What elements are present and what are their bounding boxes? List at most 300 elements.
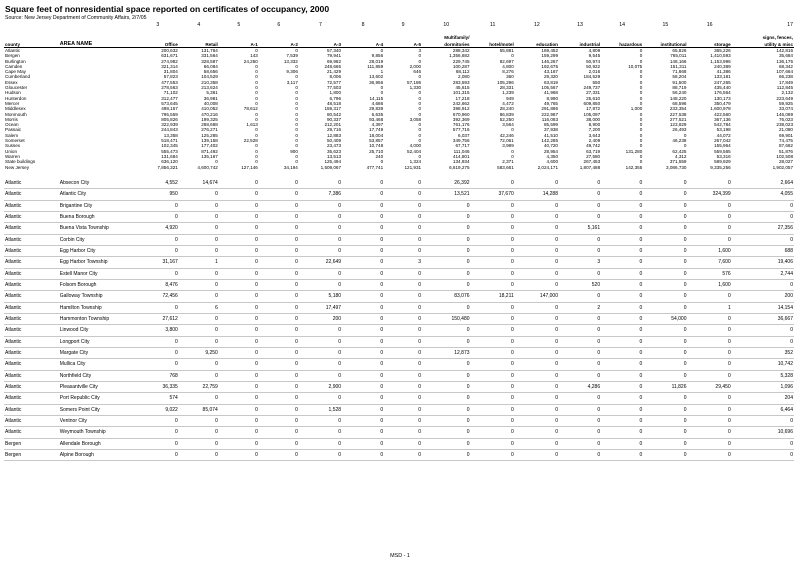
value-cell: 0: [299, 200, 342, 211]
value-cell: 0: [601, 382, 643, 393]
table-row: [4, 200, 794, 211]
value-cell: 0: [601, 325, 643, 336]
value-cell: 53,198: [716, 127, 731, 133]
value-cell: 123,829: [669, 122, 687, 128]
value-cell: 0: [471, 416, 515, 427]
value-cell: 111,859: [367, 63, 384, 69]
value-cell: 212,201: [324, 122, 342, 128]
value-cell: 134,934: [452, 159, 470, 165]
value-cell: 0: [422, 393, 470, 404]
value-cell: 0: [643, 291, 687, 302]
value-cell: 0: [380, 159, 384, 165]
value-cell: 0: [418, 122, 422, 128]
column-number: 15: [662, 22, 669, 29]
column-number: 12: [533, 22, 540, 29]
area-name-cell: Ventnor City: [59, 416, 137, 427]
value-cell: 29,716: [326, 127, 342, 133]
value-cell: 24,250: [243, 58, 258, 64]
value-cell: 322,939: [161, 122, 178, 128]
value-cell: 0: [643, 427, 687, 438]
value-cell: 0: [643, 268, 687, 279]
value-cell: 398,912: [452, 106, 470, 112]
value-cell: 0: [384, 382, 422, 393]
value-cell: 131,280: [625, 148, 643, 154]
value-cell: 0: [559, 178, 601, 189]
value-cell: 0: [342, 404, 384, 415]
value-cell: 0: [179, 223, 219, 234]
value-cell: 0: [515, 268, 559, 279]
value-cell: 0: [384, 223, 422, 234]
value-cell: 0: [601, 450, 643, 461]
value-cell: 66,238: [778, 74, 793, 80]
value-cell: 0: [515, 347, 559, 358]
value-cell: 0: [643, 370, 687, 381]
value-cell: 268,688: [201, 122, 218, 128]
value-cell: 0: [259, 382, 299, 393]
value-cell: 0: [179, 200, 219, 211]
value-cell: 74,475: [778, 138, 793, 144]
value-cell: 0: [342, 178, 384, 189]
value-cell: 131,684: [161, 153, 178, 159]
value-cell: 0: [255, 153, 258, 159]
value-cell: 41,510: [543, 132, 558, 138]
header-hazardous: hazardous: [601, 40, 643, 48]
value-cell: 48,518: [326, 100, 342, 106]
value-cell: 555,473: [161, 148, 178, 154]
value-cell: 4,286: [559, 382, 601, 393]
value-cell: 0: [515, 336, 559, 347]
value-cell: 0: [219, 325, 259, 336]
value-cell: 5,180: [299, 291, 342, 302]
value-cell: 14,115: [369, 95, 384, 101]
value-cell: 213,624: [201, 85, 218, 91]
value-cell: 0: [179, 416, 219, 427]
value-cell: 28,027: [778, 159, 793, 165]
column-number: 3: [156, 22, 160, 29]
value-cell: 0: [219, 189, 259, 200]
value-cell: 0: [471, 359, 515, 370]
value-cell: 0: [471, 178, 515, 189]
value-cell: 0: [137, 359, 179, 370]
value-cell: 49,765: [543, 100, 558, 106]
value-cell: 0: [255, 143, 258, 149]
value-cell: 0: [137, 427, 179, 438]
value-cell: 0: [732, 325, 794, 336]
county-cell: Atlantic: [4, 200, 59, 211]
value-cell: 0: [732, 211, 794, 222]
value-cell: 3,564: [502, 122, 514, 128]
value-cell: 142,285: [541, 138, 558, 144]
value-cell: 0: [687, 416, 731, 427]
value-cell: 0: [559, 427, 601, 438]
value-cell: 4,000: [409, 143, 422, 149]
value-cell: 29,839: [369, 106, 384, 112]
value-cell: 4,686: [371, 100, 384, 106]
value-cell: 17,849: [778, 79, 793, 85]
value-cell: 229,745: [452, 58, 470, 64]
value-cell: 574: [137, 393, 179, 404]
value-cell: 35,623: [326, 148, 342, 154]
county-cell: Monmouth: [5, 111, 27, 117]
value-cell: 1,509,067: [320, 164, 342, 170]
value-cell: 0: [259, 336, 299, 347]
value-cell: 0: [639, 132, 643, 138]
value-cell: 204: [732, 393, 794, 404]
value-cell: 0: [384, 404, 422, 415]
value-cell: 28,019: [369, 58, 384, 64]
value-cell: 0: [219, 313, 259, 324]
value-cell: 71,102: [163, 90, 178, 96]
value-cell: 0: [384, 313, 422, 324]
value-cell: 3: [559, 257, 601, 268]
table-row: [4, 359, 794, 370]
value-cell: 950: [137, 189, 179, 200]
value-cell: 0: [384, 359, 422, 370]
value-cell: 50,922: [586, 63, 601, 69]
value-cell: 0: [643, 438, 687, 449]
value-cell: 0: [255, 95, 258, 101]
area-name-cell: Hammonton Township: [59, 313, 137, 324]
value-cell: 133,181: [714, 74, 731, 80]
value-cell: 0: [219, 178, 259, 189]
county-cell: Atlantic: [4, 189, 59, 200]
value-cell: 0: [255, 132, 258, 138]
header-industrial: industrial: [559, 40, 601, 48]
value-cell: 0: [515, 325, 559, 336]
value-cell: 4,920: [137, 223, 179, 234]
value-cell: 8,276: [502, 69, 514, 75]
value-cell: 93,468: [369, 116, 384, 122]
value-cell: 176,564: [714, 90, 731, 96]
value-cell: 0: [137, 200, 179, 211]
value-cell: 1,600: [687, 279, 731, 290]
value-cell: 0: [643, 279, 687, 290]
value-cell: 1,153,996: [710, 58, 731, 64]
value-cell: 0: [255, 127, 258, 133]
value-cell: 27,612: [137, 313, 179, 324]
value-cell: 0: [299, 370, 342, 381]
value-cell: 0: [471, 211, 515, 222]
value-cell: 0: [259, 438, 299, 449]
county-cell: Sussex: [5, 143, 21, 149]
page-footer: MSD - 1: [390, 553, 410, 559]
value-cell: 0: [179, 279, 219, 290]
value-cell: 360: [506, 74, 514, 80]
header-storage: storage: [687, 40, 731, 48]
county-cell: Passaic: [5, 127, 22, 133]
county-cell: Atlantic: [4, 427, 59, 438]
value-cell: 0: [342, 200, 384, 211]
value-cell: 1: [179, 257, 219, 268]
value-cell: 10,742: [732, 359, 794, 370]
county-cell: Atlantic: [4, 382, 59, 393]
value-cell: 0: [299, 336, 342, 347]
value-cell: 0: [559, 211, 601, 222]
value-cell: 19,406: [732, 257, 794, 268]
value-cell: 85,599: [543, 122, 558, 128]
table-row: [4, 382, 794, 393]
header-a5: A-5: [384, 40, 422, 48]
value-cell: 0: [601, 189, 643, 200]
value-cell: 542,784: [714, 122, 731, 128]
value-cell: 53,316: [716, 153, 731, 159]
value-cell: 151,311: [670, 63, 687, 69]
value-cell: 0: [219, 393, 259, 404]
value-cell: 0: [219, 223, 259, 234]
area-name-cell: Port Republic City: [59, 393, 137, 404]
value-cell: 136,175: [776, 58, 793, 64]
value-cell: 0: [179, 211, 219, 222]
value-cell: 0: [295, 138, 298, 144]
value-cell: 121,931: [404, 164, 422, 170]
value-cell: 0: [255, 100, 258, 106]
county-cell: Warren: [5, 153, 20, 159]
county-cell: Burlington: [5, 58, 26, 64]
value-cell: 33,074: [778, 106, 793, 112]
value-cell: 0: [601, 347, 643, 358]
value-cell: 12,873: [422, 347, 470, 358]
value-cell: 0: [295, 111, 298, 117]
value-cell: 0: [683, 143, 687, 149]
value-cell: 148,166: [669, 58, 687, 64]
column-number: 11: [489, 22, 496, 29]
header-a4: A-4: [342, 40, 384, 48]
value-cell: 52,250: [499, 116, 514, 122]
value-cell: 0: [380, 48, 384, 53]
value-cell: 0: [295, 153, 298, 159]
value-cell: 2,080: [458, 74, 470, 80]
header-multifamily-line1: Multifamily/: [444, 34, 470, 40]
value-cell: 0: [384, 393, 422, 404]
value-cell: 0: [515, 302, 559, 313]
value-cell: 240,389: [714, 63, 731, 69]
value-cell: 0: [515, 200, 559, 211]
county-cell: Cape May: [5, 69, 26, 75]
value-cell: 0: [687, 438, 731, 449]
value-cell: 0: [639, 90, 643, 96]
value-cell: 0: [179, 313, 219, 324]
value-cell: 192,675: [541, 63, 558, 69]
value-cell: 146,267: [541, 58, 558, 64]
header-county: county: [4, 40, 59, 48]
county-cell: New Jersey: [5, 164, 29, 170]
value-cell: 0: [179, 370, 219, 381]
value-cell: 22,759: [179, 382, 219, 393]
county-cell: Mercer: [5, 100, 20, 106]
value-cell: 4,350: [546, 153, 558, 159]
value-cell: 0: [422, 404, 470, 415]
area-name-cell: Corbin City: [59, 234, 137, 245]
value-cell: 0: [418, 95, 422, 101]
value-cell: 768: [137, 370, 179, 381]
value-cell: 0: [259, 178, 299, 189]
value-cell: 0: [384, 302, 422, 313]
value-cell: 26,493: [672, 127, 687, 133]
value-cell: 0: [384, 438, 422, 449]
value-cell: 1,600: [687, 245, 731, 256]
value-cell: 7,539: [286, 53, 298, 59]
value-cell: 0: [511, 127, 514, 133]
value-cell: 13,358: [163, 132, 178, 138]
county-cell: Bergen: [4, 450, 59, 461]
value-cell: 31,804: [163, 69, 178, 75]
value-cell: 0: [342, 450, 384, 461]
value-cell: 10,075: [628, 63, 643, 69]
county-cell: Ocean: [5, 122, 19, 128]
section-spacer: [4, 170, 794, 178]
value-cell: 670,960: [452, 111, 470, 117]
value-cell: 142,355: [625, 164, 643, 170]
value-cell: 9,306: [286, 69, 298, 75]
value-cell: 0: [418, 100, 422, 106]
source-note: Source: New Jersey Department of Community Affairs, 2/7/05: [5, 14, 147, 21]
value-cell: 1,000: [630, 106, 643, 112]
value-cell: 0: [219, 347, 259, 358]
value-cell: 0: [601, 291, 643, 302]
value-cell: 2,016: [588, 69, 601, 75]
value-cell: 12,883: [326, 132, 342, 138]
value-cell: 0: [643, 359, 687, 370]
value-cell: 49,742: [586, 143, 601, 149]
area-name-cell: Buena Vista Township: [59, 223, 137, 234]
value-cell: 0: [418, 74, 422, 80]
value-cell: 688: [732, 245, 794, 256]
value-cell: 0: [299, 234, 342, 245]
value-cell: 0: [422, 438, 470, 449]
value-cell: 0: [299, 416, 342, 427]
value-cell: 2,664: [732, 178, 794, 189]
value-cell: 2,132: [781, 90, 793, 96]
value-cell: 0: [559, 268, 601, 279]
value-cell: 0: [219, 404, 259, 415]
value-cell: 0: [515, 234, 559, 245]
value-cell: 1: [687, 302, 731, 313]
value-cell: 0: [639, 116, 643, 122]
value-cell: 0: [601, 359, 643, 370]
value-cell: 371,559: [669, 159, 687, 165]
table-row: [4, 257, 794, 268]
value-cell: 3,643: [588, 132, 601, 138]
value-cell: 116,083: [541, 116, 558, 122]
value-cell: 0: [219, 200, 259, 211]
table-row: [4, 325, 794, 336]
value-cell: 422,560: [714, 111, 731, 117]
value-cell: 0: [259, 291, 299, 302]
column-number: 13: [577, 22, 583, 29]
value-cell: 0: [471, 438, 515, 449]
county-cell: Atlantic: [4, 234, 59, 245]
value-cell: 7,200: [588, 127, 601, 133]
value-cell: 3,117: [286, 79, 298, 85]
value-cell: 0: [137, 302, 179, 313]
county-cell: Hudson: [5, 90, 21, 96]
table-row: [4, 178, 794, 189]
value-cell: 0: [559, 200, 601, 211]
value-cell: 62,425: [672, 148, 687, 154]
value-cell: 28,954: [543, 148, 558, 154]
value-cell: 576: [687, 268, 731, 279]
value-cell: 589,929: [714, 159, 731, 165]
value-cell: 69,901: [778, 132, 793, 138]
value-cell: 37,670: [471, 189, 515, 200]
value-cell: 87,662: [778, 143, 793, 149]
value-cell: 125,285: [201, 132, 218, 138]
value-cell: 0: [342, 416, 384, 427]
value-cell: 0: [299, 347, 342, 358]
county-cell: Gloucester: [5, 85, 28, 91]
value-cell: 0: [511, 53, 514, 59]
value-cell: 2,409: [588, 138, 601, 144]
value-cell: 0: [219, 268, 259, 279]
value-cell: 0: [179, 291, 219, 302]
county-cell: Atlantic: [4, 257, 59, 268]
value-cell: 42,246: [499, 132, 514, 138]
value-cell: 0: [295, 132, 298, 138]
value-cell: 0: [601, 211, 643, 222]
value-cell: 0: [687, 370, 731, 381]
value-cell: 0: [511, 148, 514, 154]
value-cell: 0: [732, 450, 794, 461]
value-cell: 1,330: [409, 85, 422, 91]
value-cell: 0: [559, 416, 601, 427]
column-number: 6: [277, 22, 281, 29]
value-cell: 1,600,978: [710, 106, 731, 112]
table-row: [4, 438, 794, 449]
value-cell: 0: [515, 178, 559, 189]
value-cell: 0: [422, 325, 470, 336]
table-row: [4, 245, 794, 256]
value-cell: 51,876: [778, 148, 793, 154]
value-cell: 6,796: [329, 95, 342, 101]
value-cell: 0: [295, 122, 298, 128]
value-cell: 6,619,275: [449, 164, 470, 170]
area-name-cell: Atlantic City: [59, 189, 137, 200]
value-cell: 0: [137, 268, 179, 279]
value-cell: 238,023: [776, 122, 793, 128]
value-cell: 0: [559, 313, 601, 324]
table-row: [4, 450, 794, 461]
value-cell: 0: [255, 74, 258, 80]
value-cell: 155,964: [714, 143, 731, 149]
value-cell: 0: [137, 234, 179, 245]
value-cell: 143: [250, 53, 258, 59]
value-cell: 222,987: [541, 111, 558, 117]
value-cell: 0: [471, 347, 515, 358]
value-cell: 0: [687, 359, 731, 370]
value-cell: 0: [418, 53, 422, 59]
value-cell: 50,974: [586, 58, 601, 64]
value-cell: 0: [639, 111, 643, 117]
value-cell: 0: [215, 159, 218, 165]
value-cell: 0: [342, 291, 384, 302]
county-cell: Union: [5, 148, 18, 154]
value-cell: 0: [601, 336, 643, 347]
value-cell: 3,086,730: [666, 164, 687, 170]
value-cell: 0: [259, 313, 299, 324]
value-cell: 0: [422, 245, 470, 256]
value-cell: 68,112: [455, 69, 470, 75]
county-cell: Atlantic: [4, 416, 59, 427]
value-cell: 0: [179, 234, 219, 245]
value-cell: 0: [639, 122, 643, 128]
value-cell: 0: [179, 438, 219, 449]
value-cell: 184,529: [583, 74, 601, 80]
value-cell: 4,472: [502, 100, 514, 106]
value-cell: 0: [137, 336, 179, 347]
county-cell: Camden: [5, 63, 23, 69]
value-cell: 4,600: [546, 159, 558, 165]
value-cell: 101,315: [452, 90, 470, 96]
